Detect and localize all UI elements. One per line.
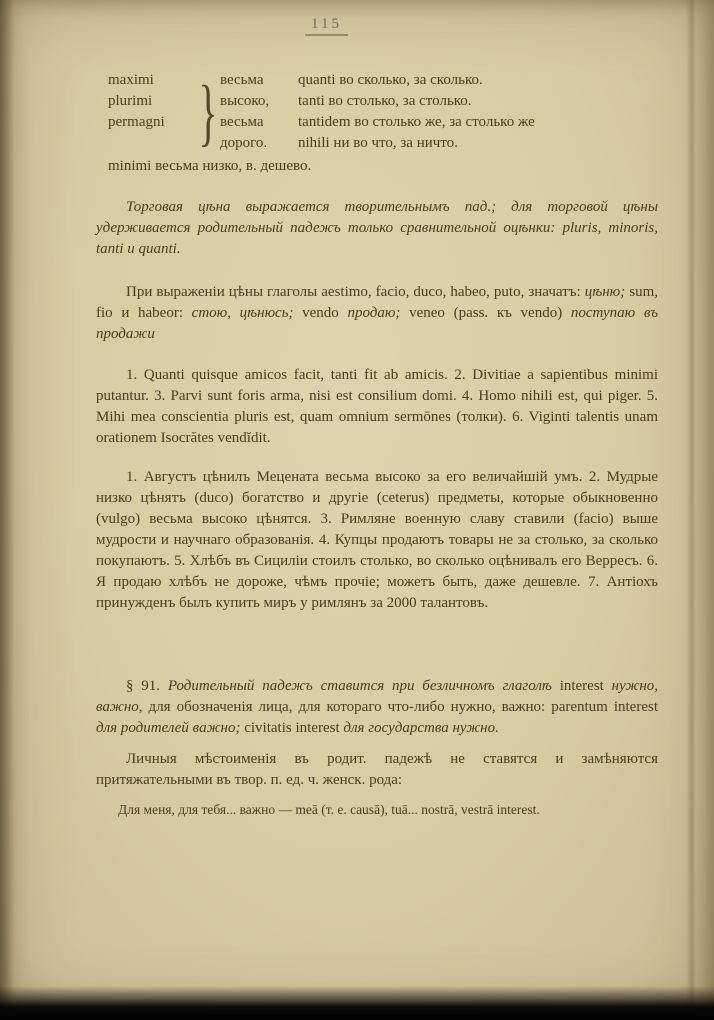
example-note: Для меня, для тебя... важно — meā (т. е. causā), tuā... nostrā, vestrā interest. — [118, 802, 540, 817]
vocab-middle-line: дорого. — [220, 135, 268, 151]
page-edge-shading-left — [0, 0, 14, 1020]
vocab-left-word: maximi — [108, 72, 154, 88]
paragraph-pronouns-rule: Личныя мѣстоименія въ родит. падежѣ не ставятся и замѣняются притяжательными въ твор. п. ед. ч. женск. рода: — [96, 751, 658, 788]
vocab-middle-line: весьма — [220, 72, 264, 88]
vocab-right-line: tantidem во столько же, за столько же — [298, 114, 535, 130]
vocab-minimi-row: minimi весьма низко, в. дешево. — [108, 158, 312, 174]
vocab-middle-line: высоко, — [220, 93, 270, 109]
vocab-right-line: tanti во столько, за столько. — [298, 93, 472, 109]
vocab-table — [108, 70, 658, 154]
page-number: 115 — [305, 16, 348, 36]
vocab-left-column — [108, 70, 196, 154]
section-91-rule: § 91. Родительный падежъ ставится при безличномъ глаголѣ interest нужно, важно, для обозначенія лица, для котораго что-либо нужно, важно: parentum interest для родителей важно; civitatis interest для государства нужно. — [96, 678, 659, 736]
vocab-right-column — [298, 70, 658, 154]
vocab-left-spacer — [108, 133, 196, 154]
vocab-middle-line: весьма — [220, 114, 264, 130]
vocab-left-word: plurimi — [108, 93, 153, 109]
page-content — [96, 70, 658, 819]
paragraph-price-rule: Торговая цѣна выражается творительнымъ пад.; для торговой цѣны удерживается родительный падежъ только сравнительной оцѣнки: pluris, minoris, tanti и quanti. — [96, 199, 658, 257]
brace-glyph: } — [198, 70, 218, 154]
exercise-latin: 1. Quanti quisque amicos facit, tanti fit ab amicis. 2. Divitiae a sapientibus minimi putantur. 3. Parvi sunt foris arma, nisi est consilium domi. 4. Homo nihili est, qui piger. 5. Mihi mea conscientia pluris est, quam omnium sermōnes (толки). 6. Viginti talentis unam orationem Isocrătes vendĭdit. — [96, 367, 658, 446]
vocab-left-word: permagni — [108, 114, 165, 130]
vocab-right-line: nihili ни во что, за ничто. — [298, 135, 458, 151]
vocab-right-line: quanti во сколько, за сколько. — [298, 72, 483, 88]
page-edge-shadow-bottom — [0, 986, 714, 1020]
page-edge-shading-right — [686, 0, 696, 1020]
vocab-middle-column — [220, 70, 298, 154]
exercise-russian: 1. Августъ цѣнилъ Мецената весьма высоко за его величайшій умъ. 2. Мудрые низко цѣнятъ (duco) богатство и другіе (ceterus) предметы, которые обыкновенно (vulgo) весьма высоко цѣнятся. 3. Римляне военную славу ставили (facio) выше мудрости и научнаго образованія. 4. Купцы продаютъ товары не за столько, за сколько покупаютъ. 5. Хлѣбъ въ Сициліи стоилъ столько, во сколько оцѣнивалъ его Верресъ. 6. Я продаю хлѣбъ не дороже, чѣмъ прочіе; можетъ быть, даже дешевле. 7. Антіохъ принужденъ былъ купить миръ у римлянъ за 2000 талантовъ. — [96, 469, 658, 611]
paragraph-price-verbs: При выраженіи цѣны глаголы aestimo, facio, duco, habeo, puto, значатъ: цѣню; sum, fio и habeor: стою, цѣнюсь; vendo продаю; veneo (pass. къ vendo) поступаю въ продажи — [96, 284, 658, 342]
